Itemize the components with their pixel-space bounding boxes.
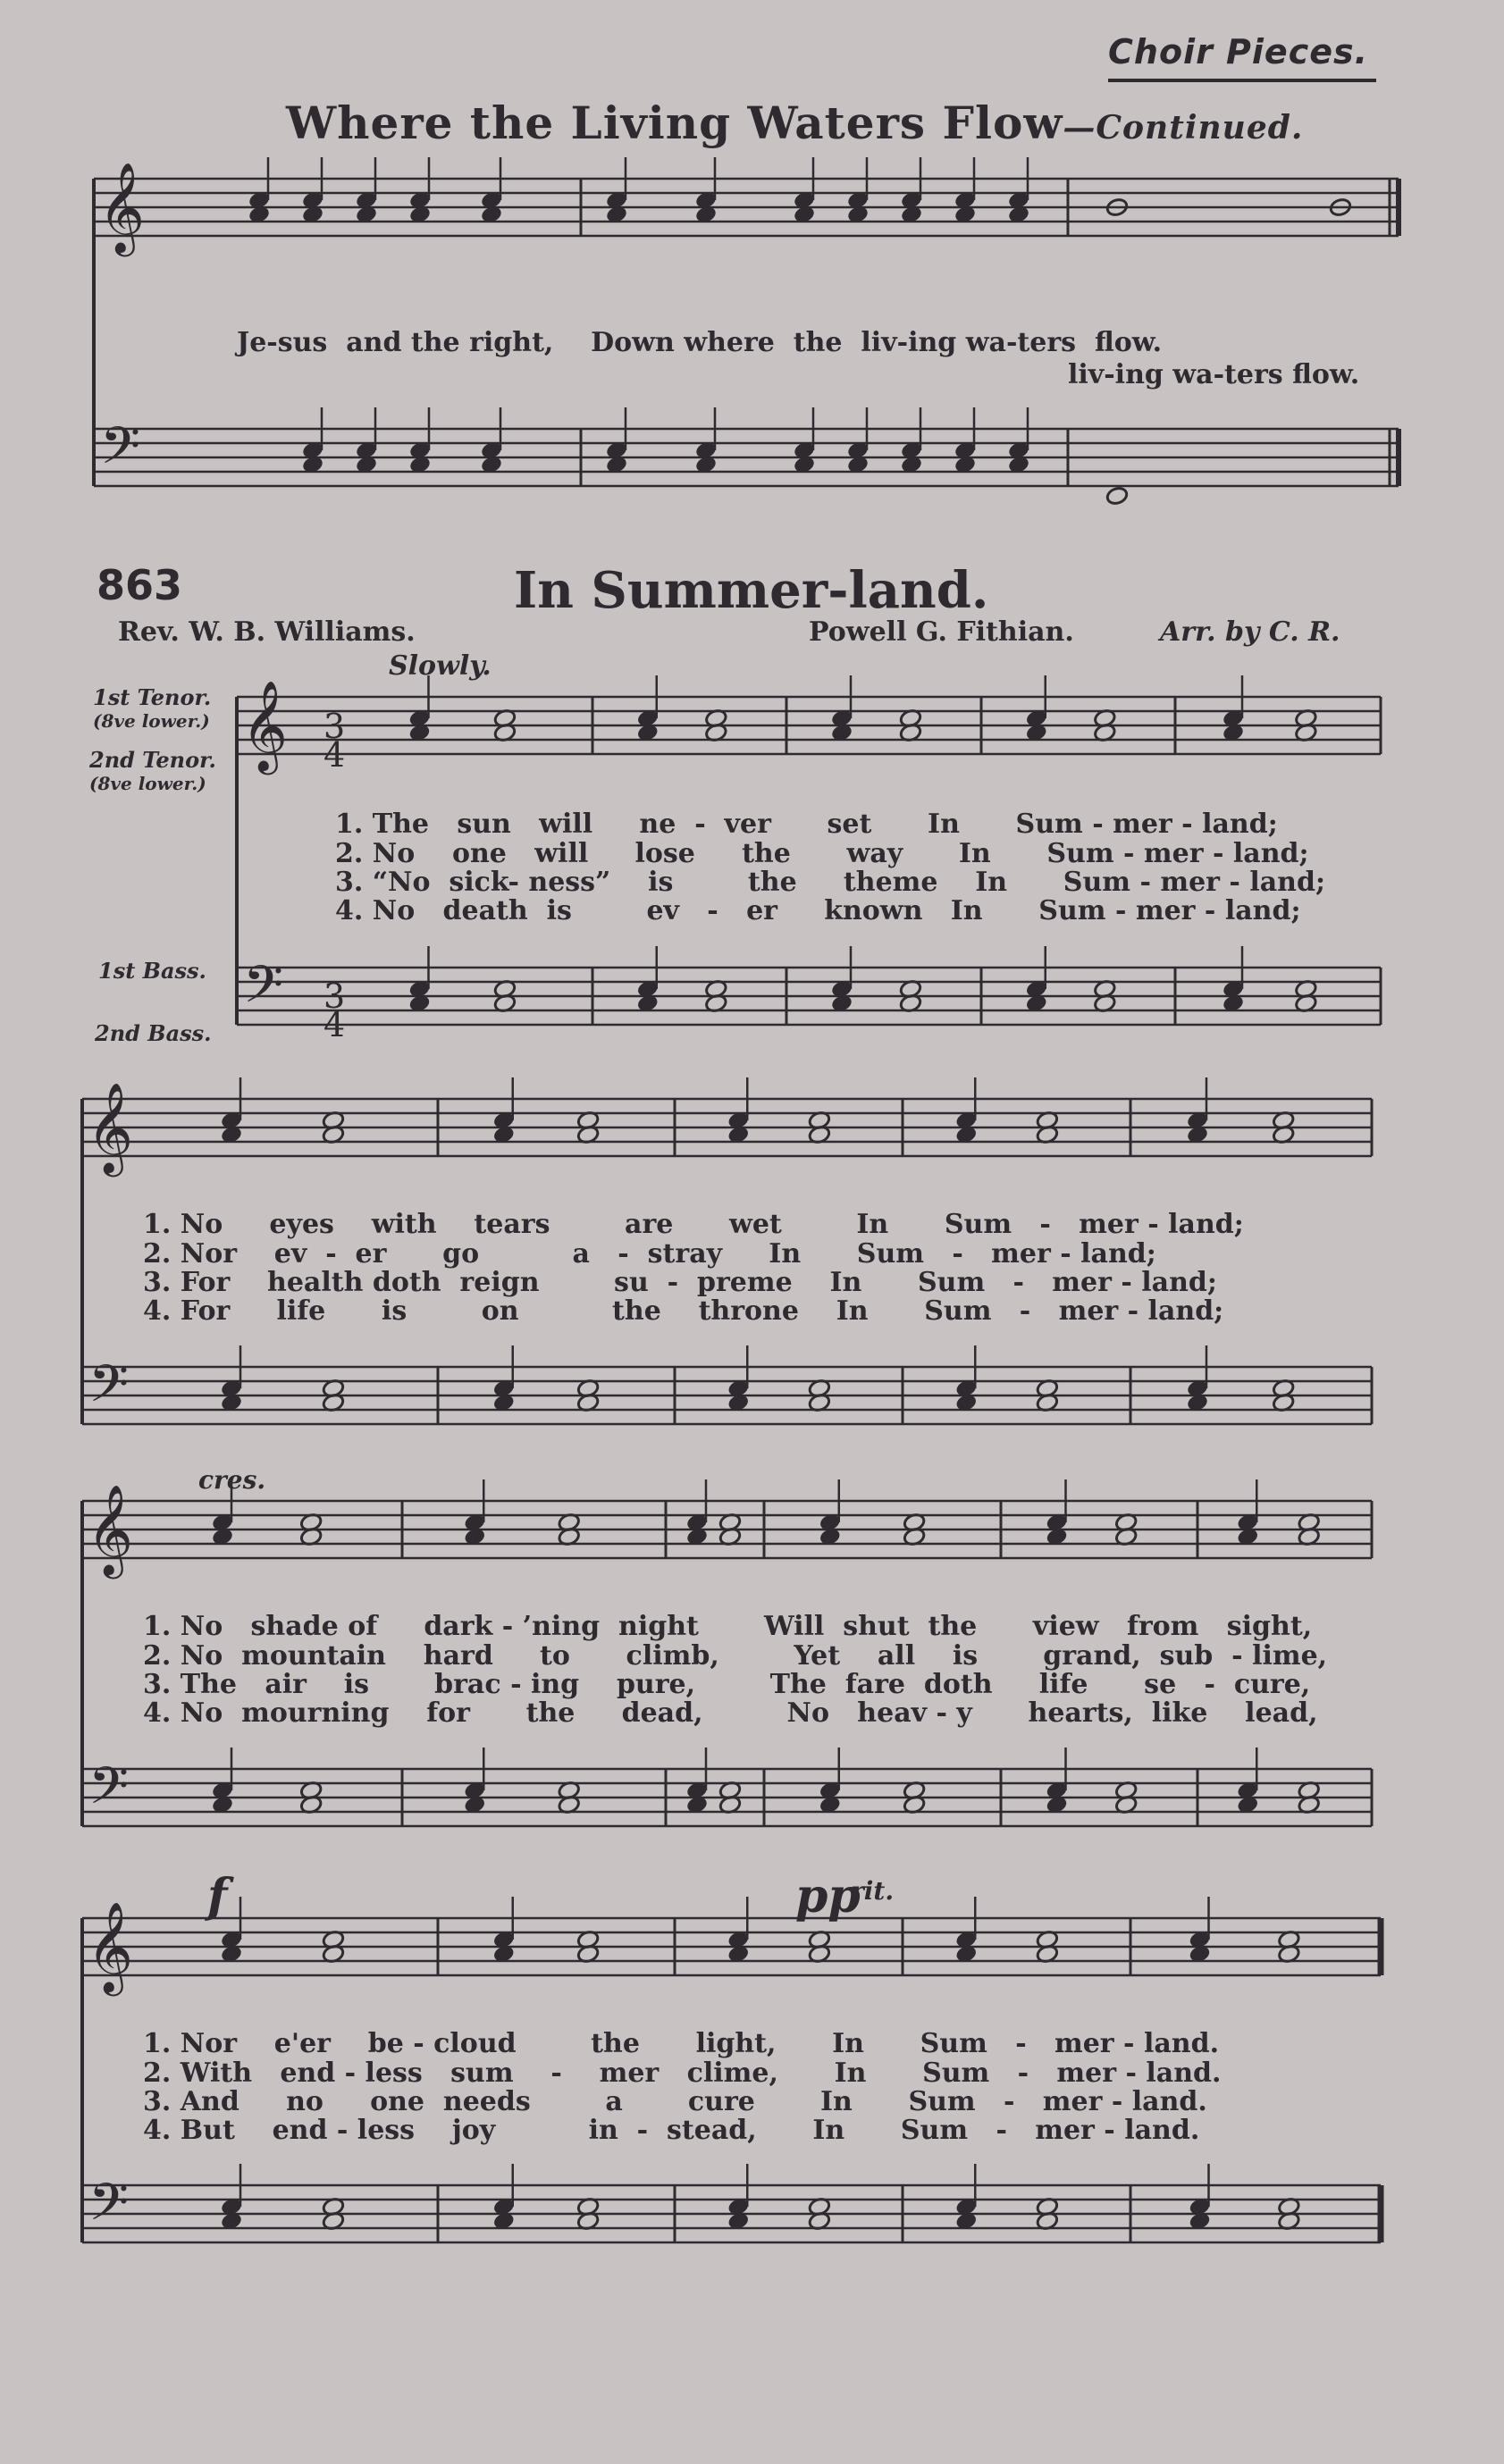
verse-number: 1. (143, 2028, 172, 2059)
voice-label-tenor1 (93, 684, 211, 732)
verse-text: For health doth reign su - preme In Sum - mer - land; (180, 1267, 1217, 1298)
verse-number: 4. (335, 895, 364, 926)
previous-lyric-line-2: liv-ing wa-ters flow. (1068, 359, 1360, 390)
bass-clef-icon: 𝄢 (243, 954, 284, 1027)
dynamic-ritardando: rit. (851, 1876, 895, 1906)
verse-number: 2. (335, 838, 364, 869)
verse-number: 4. (143, 1697, 172, 1729)
verse-line (143, 2115, 1199, 2146)
time-signature-4: 4 (323, 1005, 346, 1044)
verse-line (143, 1640, 1327, 1672)
time-signature-3: 3 (323, 707, 346, 746)
voice-tenor1-name: 1st Tenor. (93, 684, 212, 710)
bass-clef-icon: 𝄢 (88, 1756, 130, 1829)
hymn-arranger (1160, 616, 1340, 648)
verse-line (143, 1611, 1312, 1642)
verse-line (143, 1669, 1310, 1700)
verse-number: 3. (143, 1267, 172, 1298)
verse-text: No mountain hard to climb, Yet all is grand, sub - lime, (180, 1640, 1328, 1672)
previous-lyric-line-1: Je-sus and the right, Down where the liv-ing wa-ters flow. (237, 327, 1163, 358)
verse-number: 1. (335, 809, 364, 840)
verse-line (335, 838, 1309, 869)
treble-clef-icon: 𝄞 (87, 1081, 134, 1173)
verse-text: With end - less sum - mer clime, In Sum - mer - land. (180, 2058, 1222, 2089)
verse-text: “No sick- ness” is the theme In Sum - mer - land; (372, 867, 1326, 898)
voice-tenor1-note: (8ve lower.) (93, 710, 210, 732)
verse-line (335, 895, 1301, 926)
hymn-author: Rev. W. B. Williams. (118, 616, 416, 648)
verse-number: 1. (143, 1611, 172, 1642)
treble-clef-icon: 𝄞 (241, 679, 289, 771)
verse-line (143, 1238, 1156, 1270)
verse-number: 2. (143, 1238, 172, 1270)
voice-tenor2-note: (8ve lower.) (89, 773, 206, 794)
section-label: Choir Pieces. (1108, 32, 1369, 71)
verse-number: 4. (143, 1295, 172, 1327)
continued-label: —Continued. (1063, 109, 1304, 147)
voice-label-tenor2 (89, 747, 216, 794)
verse-text: No one will lose the way In Sum - mer - land; (372, 838, 1309, 869)
hymn-number: 863 (97, 561, 183, 609)
previous-hymn-title-text: Where the Living Waters Flow (286, 96, 1063, 149)
hymn-composer: Powell G. Fithian. (809, 616, 1074, 648)
verse-line (143, 1267, 1217, 1298)
verse-line (143, 1295, 1223, 1327)
verse-text: Nor ev - er go a - stray In Sum - mer - land; (180, 1238, 1156, 1270)
verse-line (335, 867, 1325, 898)
verse-number: 3. (143, 2086, 172, 2117)
hymn-arranger-text: Arr. by C. R. (1160, 616, 1340, 648)
time-signature-4: 4 (323, 735, 346, 775)
treble-clef-icon: 𝄞 (98, 161, 146, 253)
note-head (1105, 486, 1129, 507)
dynamic-crescendo: cres. (198, 1465, 266, 1495)
verse-text: Nor e'er be - cloud the light, In Sum - mer - land. (180, 2028, 1220, 2059)
verse-line (143, 2028, 1219, 2059)
dynamic-pianissimo: pp (795, 1869, 861, 1923)
verse-number: 2. (143, 1640, 172, 1672)
verse-text: And no one needs a cure In Sum - mer - land. (180, 2086, 1207, 2117)
bass-clef-icon: 𝄢 (88, 2172, 130, 2245)
treble-clef-icon: 𝄞 (87, 1900, 134, 1992)
dynamic-forte: f (207, 1869, 228, 1923)
hymn-title: In Summer-land. (514, 561, 989, 620)
verse-text: For life is on the throne In Sum - mer - land; (180, 1295, 1224, 1327)
verse-line (143, 2086, 1207, 2117)
verse-number: 2. (143, 2058, 172, 2089)
verse-line (143, 2058, 1221, 2089)
verse-text: But end - less joy in - stead, In Sum - mer - land. (180, 2115, 1200, 2146)
bass-clef-icon: 𝄢 (88, 1354, 130, 1427)
verse-number: 4. (143, 2115, 172, 2146)
verse-text: No death is ev - er known In Sum - mer - land; (372, 895, 1301, 926)
verse-text: No mourning for the dead, No heav - y hearts, like lead, (180, 1697, 1318, 1729)
verse-text: No eyes with tears are wet In Sum - mer - land; (180, 1209, 1244, 1240)
verse-text: The sun will ne - ver set In Sum - mer - land; (372, 809, 1278, 840)
verse-number: 1. (143, 1209, 172, 1240)
verse-line (335, 809, 1278, 840)
tempo-marking: Slowly. (389, 650, 492, 682)
verse-text: The air is brac - ing pure, The fare doth life se - cure, (180, 1669, 1311, 1700)
treble-clef-icon: 𝄞 (87, 1483, 134, 1575)
verse-number: 3. (335, 867, 364, 898)
verse-number: 3. (143, 1669, 172, 1700)
voice-label-bass1: 1st Bass. (98, 958, 206, 984)
verse-line (143, 1697, 1318, 1729)
verse-line (143, 1209, 1244, 1240)
time-signature-3: 3 (323, 976, 346, 1016)
verse-text: No shade of dark - ’ning night Will shut the view from sight, (180, 1611, 1313, 1642)
voice-tenor2-name: 2nd Tenor. (89, 747, 216, 773)
bass-clef-icon: 𝄢 (100, 415, 141, 489)
voice-label-bass2: 2nd Bass. (95, 1020, 212, 1046)
